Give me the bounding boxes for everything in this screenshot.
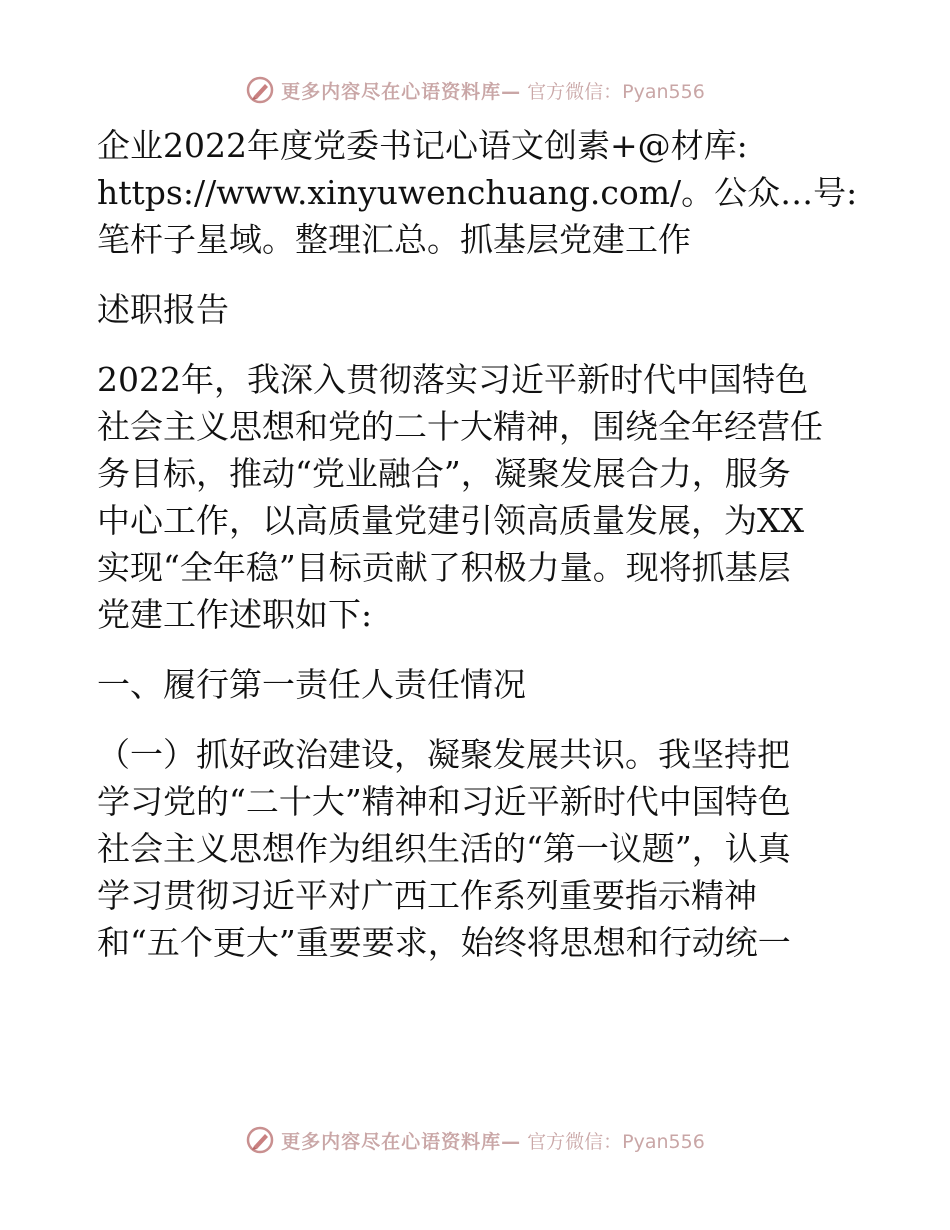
text-line: 和“五个更大”重要要求，始终将思想和行动统一 (97, 923, 791, 962)
text-line: 社会主义思想和党的二十大精神，围绕全年经营任 (97, 407, 823, 446)
pen-logo-icon (245, 75, 275, 105)
document-body (97, 122, 857, 966)
footer-watermark-banner (0, 1120, 950, 1160)
pen-logo-icon (245, 1125, 275, 1155)
body-paragraph-1 (97, 356, 857, 638)
header-watermark-banner (0, 70, 950, 110)
intro-paragraph (97, 122, 857, 263)
banner-text: 更多内容尽在心语资料库— (281, 80, 522, 103)
text-line: 笔杆子星域。整理汇总。抓基层党建工作 (97, 220, 691, 259)
text-line: 述职报告 (97, 290, 229, 329)
banner-wechat: 官方微信：Pyan556 (527, 80, 705, 103)
paragraph-gap (97, 638, 857, 661)
text-line: （一）抓好政治建设，凝聚发展共识。我坚持把 (97, 735, 790, 774)
text-line: https://www.xinyuwenchuang.com/。公众…号: (97, 173, 857, 212)
report-title (97, 286, 857, 333)
text-line: 务目标，推动“党业融合”，凝聚发展合力，服务 (97, 454, 791, 493)
text-line: 学习党的“二十大”精神和习近平新时代中国特色 (97, 782, 791, 821)
banner-text: 更多内容尽在心语资料库— (281, 1130, 522, 1153)
text-line: 社会主义思想作为组织生活的“第一议题”，认真 (97, 829, 791, 868)
body-paragraph-2 (97, 731, 857, 966)
paragraph-gap (97, 333, 857, 356)
text-line: 实现“全年稳”目标贡献了积极力量。现将抓基层 (97, 548, 791, 587)
paragraph-gap (97, 263, 857, 286)
text-line: 2022年，我深入贯彻落实习近平新时代中国特色 (97, 360, 808, 399)
section-heading-1 (97, 661, 857, 708)
paragraph-gap (97, 708, 857, 731)
text-line: 一、履行第一责任人责任情况 (97, 665, 526, 704)
text-line: 党建工作述职如下: (97, 595, 373, 634)
banner-wechat: 官方微信：Pyan556 (527, 1130, 705, 1153)
text-line: 企业2022年度党委书记心语文创素+@材库: (97, 126, 748, 165)
text-line: 学习贯彻习近平对广西工作系列重要指示精神 (97, 876, 757, 915)
text-line: 中心工作，以高质量党建引领高质量发展，为XX (97, 501, 804, 540)
